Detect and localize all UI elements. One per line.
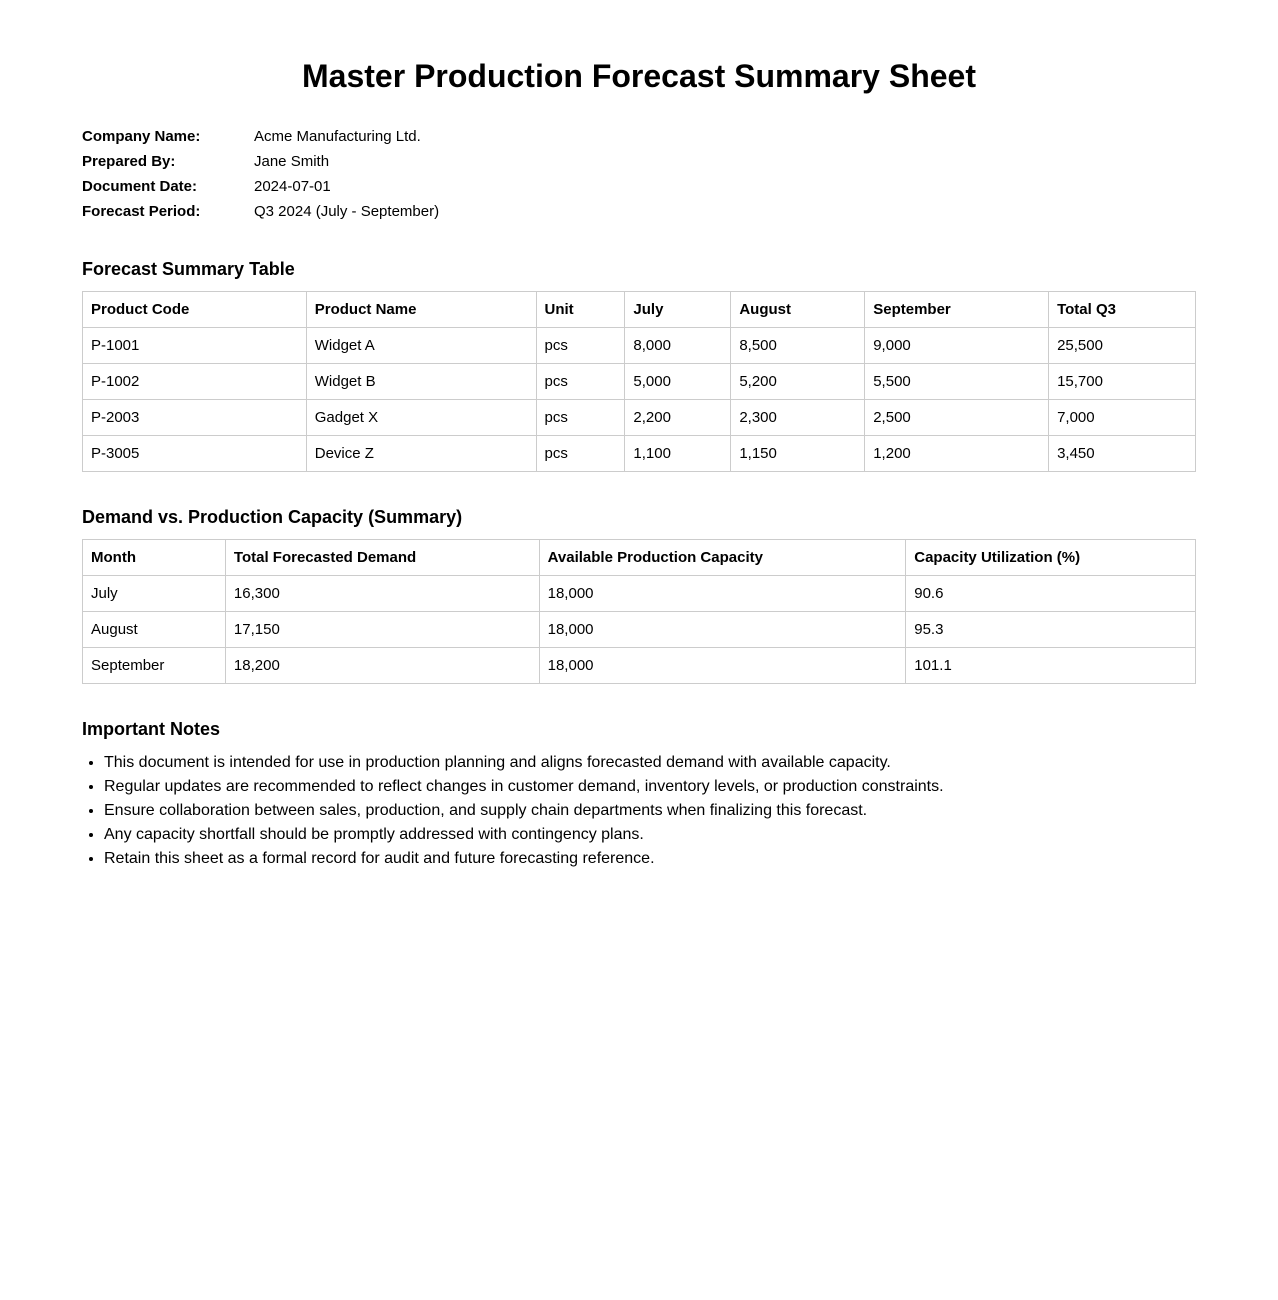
list-item: • This document is intended for use in production planning and aligns forecasted demand with available capacity.: [104, 751, 1196, 775]
table-cell: 1,200: [865, 436, 1049, 472]
column-header: Month: [83, 540, 226, 576]
meta-value: Acme Manufacturing Ltd.: [254, 128, 421, 145]
table-cell: 101.1: [906, 648, 1196, 684]
table-cell: 15,700: [1049, 364, 1196, 400]
list-item: • Retain this sheet as a formal record for audit and future forecasting reference.: [104, 847, 1196, 871]
table-row: [83, 328, 1196, 364]
capacity-table-title: Demand vs. Production Capacity (Summary): [82, 507, 463, 527]
table-row: [83, 576, 1196, 612]
table-cell: pcs: [536, 400, 625, 436]
table-cell: 16,300: [225, 576, 539, 612]
notes-title: Important Notes: [82, 719, 221, 739]
table-cell: 1,100: [625, 436, 731, 472]
table-row: [83, 612, 1196, 648]
capacity-summary-table: [82, 539, 1196, 684]
forecast-table-title: Forecast Summary Table: [82, 259, 295, 279]
table-cell: 90.6: [906, 576, 1196, 612]
table-row: [83, 364, 1196, 400]
table-cell: Widget B: [306, 364, 536, 400]
table-cell: 5,500: [865, 364, 1049, 400]
table-cell: 18,200: [225, 648, 539, 684]
table-cell: 2,500: [865, 400, 1049, 436]
table-row: [83, 436, 1196, 472]
table-cell: P-1002: [83, 364, 307, 400]
column-header: Total Q3: [1049, 292, 1196, 328]
table-cell: 95.3: [906, 612, 1196, 648]
page-title: Master Production Forecast Summary Sheet: [302, 58, 976, 94]
table-cell: P-1001: [83, 328, 307, 364]
table-cell: 25,500: [1049, 328, 1196, 364]
list-item: • Regular updates are recommended to reflect changes in customer demand, inventory levels, or production constraints.: [104, 775, 1196, 799]
meta-row-prepared-by: [82, 149, 1196, 174]
table-cell: 8,500: [731, 328, 865, 364]
column-header: Product Name: [306, 292, 536, 328]
table-row: [83, 648, 1196, 684]
column-header: Unit: [536, 292, 625, 328]
meta-value: Q3 2024 (July - September): [254, 203, 440, 220]
table-cell: Device Z: [306, 436, 536, 472]
table-cell: 8,000: [625, 328, 731, 364]
column-header: August: [731, 292, 865, 328]
table-cell: 18,000: [539, 612, 906, 648]
column-header: Available Production Capacity: [539, 540, 906, 576]
table-cell: September: [83, 648, 226, 684]
document-meta: [82, 124, 1196, 224]
table-cell: 2,300: [731, 400, 865, 436]
forecast-summary-table: [82, 291, 1196, 472]
column-header: Total Forecasted Demand: [225, 540, 539, 576]
table-cell: Gadget X: [306, 400, 536, 436]
meta-label: Prepared By:: [82, 153, 176, 170]
meta-label: Forecast Period:: [82, 203, 201, 220]
table-cell: 5,200: [731, 364, 865, 400]
table-cell: August: [83, 612, 226, 648]
table-cell: 3,450: [1049, 436, 1196, 472]
table-cell: pcs: [536, 328, 625, 364]
table-cell: 1,150: [731, 436, 865, 472]
notes-list: [82, 751, 1196, 871]
table-cell: 17,150: [225, 612, 539, 648]
table-cell: July: [83, 576, 226, 612]
list-item: • Any capacity shortfall should be promptly addressed with contingency plans.: [104, 823, 1196, 847]
table-cell: 18,000: [539, 648, 906, 684]
table-cell: P-2003: [83, 400, 307, 436]
meta-label: Document Date:: [82, 178, 198, 195]
table-header-row: [83, 292, 1196, 328]
column-header: July: [625, 292, 731, 328]
table-header-row: [83, 540, 1196, 576]
meta-value: 2024-07-01: [254, 178, 331, 195]
column-header: Product Code: [83, 292, 307, 328]
meta-row-document-date: [82, 174, 1196, 199]
table-cell: 7,000: [1049, 400, 1196, 436]
table-cell: pcs: [536, 364, 625, 400]
table-cell: 5,000: [625, 364, 731, 400]
table-cell: Widget A: [306, 328, 536, 364]
meta-row-company: [82, 124, 1196, 149]
table-cell: 9,000: [865, 328, 1049, 364]
meta-row-forecast-period: [82, 199, 1196, 224]
column-header: Capacity Utilization (%): [906, 540, 1196, 576]
table-cell: pcs: [536, 436, 625, 472]
table-row: [83, 400, 1196, 436]
table-cell: 18,000: [539, 576, 906, 612]
table-cell: P-3005: [83, 436, 307, 472]
meta-label: Company Name:: [82, 128, 201, 145]
column-header: September: [865, 292, 1049, 328]
meta-value: Jane Smith: [254, 153, 330, 170]
table-cell: 2,200: [625, 400, 731, 436]
list-item: • Ensure collaboration between sales, production, and supply chain departments when finalizing this forecast.: [104, 799, 1196, 823]
